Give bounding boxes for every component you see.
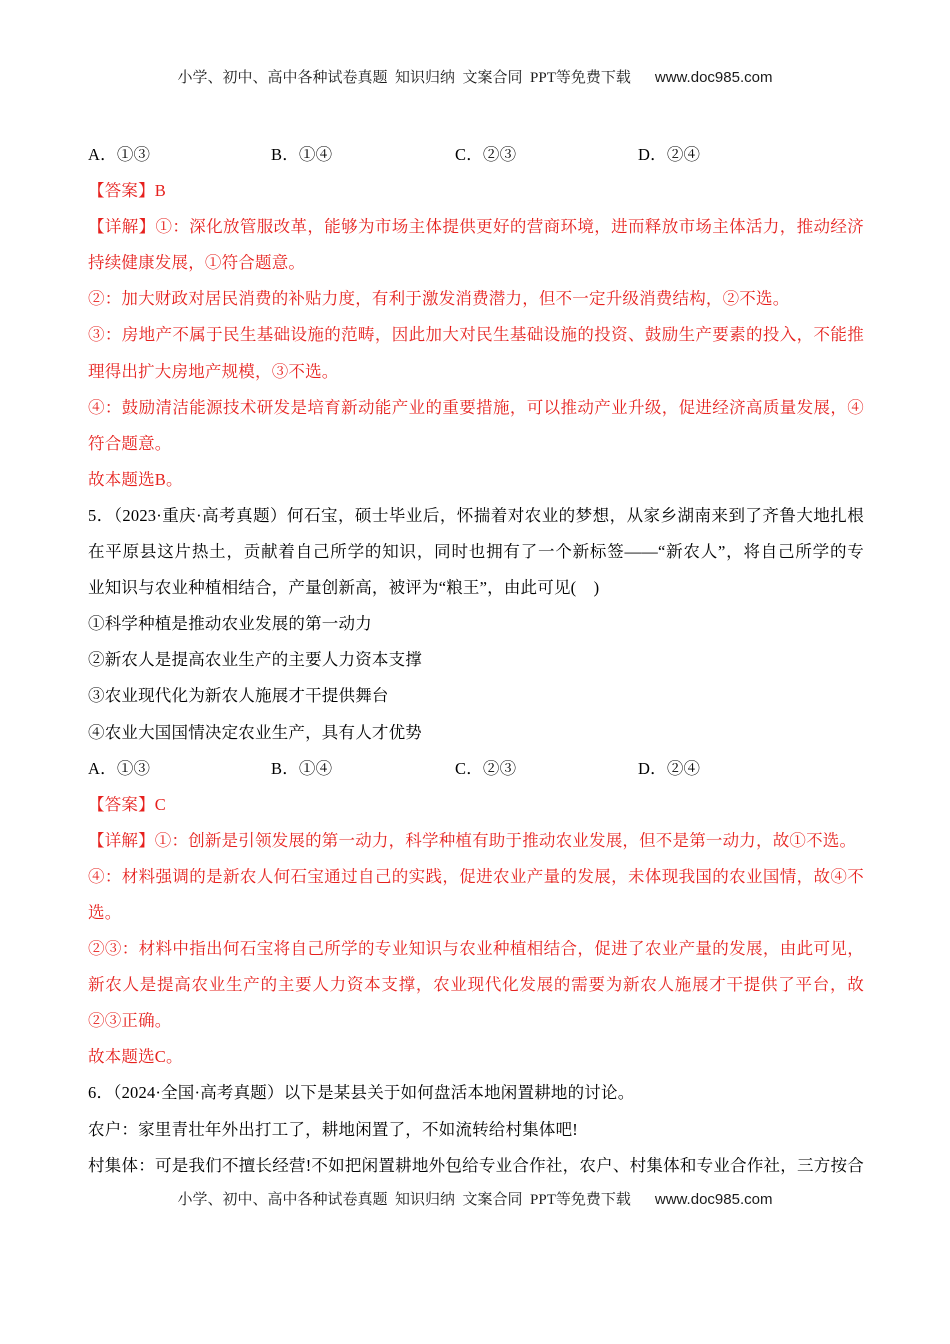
q5-statement-4: ④农业大国国情决定农业生产，具有人才优势 [88, 722, 422, 742]
q5-stem-line: 在平原县这片热土，贡献着自己所学的知识，同时也拥有了一个新标签——“新农人”，将自己所学的专 [88, 542, 864, 562]
q4-explanation-line: ③：房地产不属于民生基础设施的范畴，因此加大对民生基础设施的投资、鼓励生产要素的投入，不能推 [88, 325, 864, 345]
q5-statement-2: ②新农人是提高农业生产的主要人力资本支撑 [88, 650, 422, 670]
q4-explanation-line: 【详解】①：深化放管服改革，能够为市场主体提供更好的营商环境，进而释放市场主体活力，推动经济 [88, 217, 864, 237]
header-text: 小学、初中、高中各种试卷真题 知识归纳 文案合同 PPT等免费下载 [177, 70, 631, 86]
footer-url: www.doc985.com [654, 1191, 773, 1208]
q4-explanation-line: ④：鼓励清洁能源技术研发是培育新动能产业的重要措施，可以推动产业升级，促进经济高质量发展，④ [88, 397, 864, 417]
q4-option-b: B．①④ [271, 145, 333, 164]
header-url: www.doc985.com [654, 69, 773, 86]
q5-option-a: A．①③ [88, 758, 151, 778]
document-body [88, 137, 864, 1184]
page-header [0, 68, 950, 88]
q6-dialogue-line: 村集体：可是我们不擅长经营!不如把闲置耕地外包给专业合作社，农户、村集体和专业合作社，三方按合 [88, 1155, 864, 1175]
q4-option-d: D．②④ [638, 145, 701, 164]
footer-text: 小学、初中、高中各种试卷真题 知识归纳 文案合同 PPT等免费下载 [177, 1192, 631, 1208]
q5-explanation-line: 新农人是提高农业生产的主要人力资本支撑，农业现代化发展的需要为新农人施展才干提供了平台，故 [88, 975, 864, 995]
q6-stem: 6．（2024·全国·高考真题）以下是某县关于如何盘活本地闲置耕地的讨论。 [88, 1083, 635, 1103]
page-footer [0, 1190, 950, 1210]
q4-answer: 【答案】B [88, 181, 167, 201]
q5-statement-3: ③农业现代化为新农人施展才干提供舞台 [88, 686, 389, 706]
q5-stem-line: 5．（2023·重庆·高考真题）何石宝，硕士毕业后，怀揣着对农业的梦想，从家乡湖南来到了齐鲁大地扎根 [88, 505, 864, 525]
q4-option-c: C．②③ [455, 145, 517, 164]
q4-explanation-line: ②：加大财政对居民消费的补贴力度，有利于激发消费潜力，但不一定升级消费结构，②不选。 [88, 289, 790, 309]
q5-statement-1: ①科学种植是推动农业发展的第一动力 [88, 614, 372, 634]
q5-conclusion: 故本题选C。 [88, 1047, 183, 1067]
q4-option-a: A．①③ [88, 145, 151, 164]
q4-options [88, 137, 864, 173]
q4-conclusion: 故本题选B。 [88, 469, 183, 489]
q5-answer: 【答案】C [88, 794, 167, 814]
q5-explanation-line: ④：材料强调的是新农人何石宝通过自己的实践，促进农业产量的发展，未体现我国的农业国情，故④不 [88, 866, 864, 886]
q4-explanation-line: 理得出扩大房地产规模，③不选。 [88, 361, 339, 381]
q5-option-b: B．①④ [271, 758, 333, 778]
q5-option-c: C．②③ [455, 758, 517, 778]
q6-dialogue-line: 农户：家里青壮年外出打工了，耕地闲置了，不如流转给村集体吧! [88, 1119, 578, 1139]
q5-stem-line: 业知识与农业种植相结合，产量创新高，被评为“粮王”，由此可见( ) [88, 578, 600, 598]
q5-explanation-line: 选。 [88, 902, 122, 922]
q5-explanation-line: ②③：材料中指出何石宝将自己所学的专业知识与农业种植相结合，促进了农业产量的发展，由此可见， [88, 939, 864, 959]
q5-option-d: D．②④ [638, 758, 701, 778]
q4-explanation-line: 符合题意。 [88, 433, 172, 453]
q5-options [88, 751, 864, 787]
q5-explanation-line: ②③正确。 [88, 1011, 172, 1031]
q5-explanation-line: 【详解】①：创新是引领发展的第一动力，科学种植有助于推动农业发展，但不是第一动力，故①不选。 [88, 830, 857, 850]
q4-explanation-line: 持续健康发展，①符合题意。 [88, 253, 306, 273]
